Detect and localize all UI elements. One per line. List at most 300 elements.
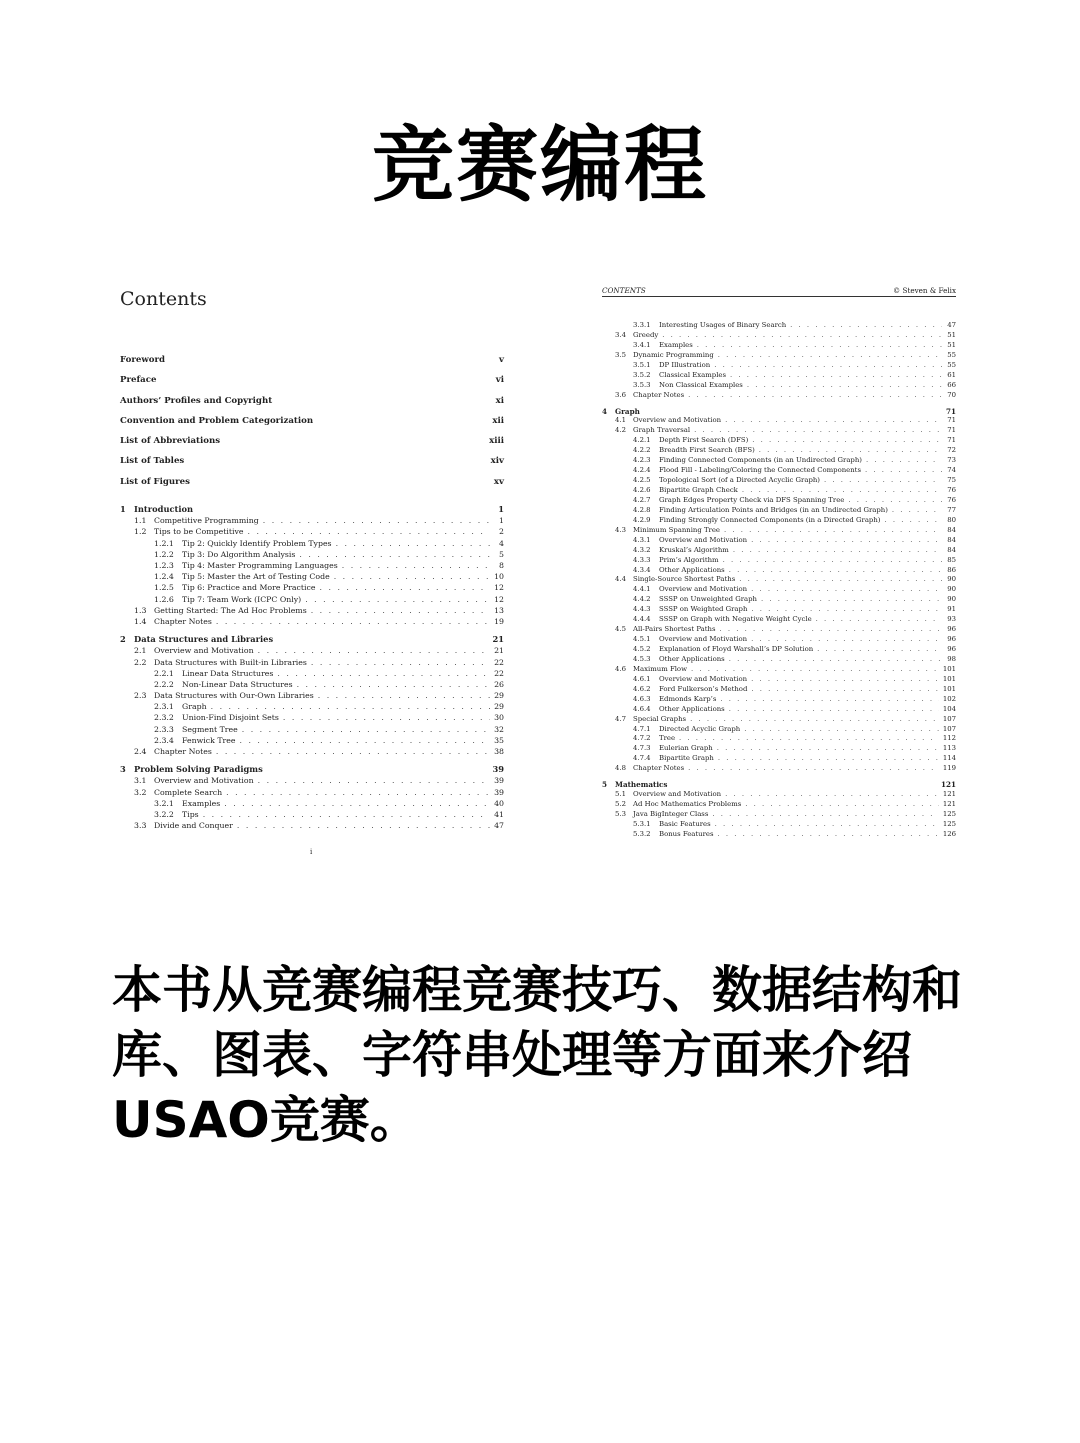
- toc-entry-page: 107: [942, 714, 956, 723]
- toc-entry-title: Edmonds Karp’s: [659, 694, 717, 703]
- toc-entry-title: Special Graphs: [633, 714, 687, 723]
- toc-entry-number: 3.4.1: [633, 340, 651, 349]
- toc-entry-number: 5.2: [615, 800, 626, 809]
- toc-entry-title: Greedy: [633, 330, 659, 339]
- toc-entry-number: 3.5.2: [633, 370, 651, 379]
- toc-entry-number: 2.3.4: [154, 735, 174, 745]
- toc-entry-title: Introduction: [134, 504, 194, 515]
- toc-entry-number: 4.2.3: [633, 456, 651, 465]
- toc-entry: [602, 536, 956, 546]
- toc-leader-dots: [248, 526, 491, 537]
- toc-entry-number: 2.2.1: [154, 668, 174, 678]
- front-matter-item: [120, 355, 504, 375]
- front-matter-label: List of Abbreviations: [120, 436, 221, 447]
- toc-entry-title: Overview and Motivation: [154, 646, 254, 656]
- toc-entry-number: 4.6.4: [633, 704, 651, 713]
- toc-entry-number: 4.3.3: [633, 555, 651, 564]
- toc-leader-dots: [751, 605, 942, 615]
- toc-entry: [120, 787, 504, 798]
- toc-entry-number: 3.5: [615, 350, 626, 359]
- toc-entry: [602, 585, 956, 595]
- toc-entry: [602, 466, 956, 476]
- toc-entry-page: 125: [942, 819, 956, 828]
- toc-entry-title: Tips: [182, 809, 199, 819]
- toc-entry: [602, 341, 956, 351]
- toc-entry-title: Overview and Motivation: [659, 635, 748, 644]
- toc-entry-number: 1.2.4: [154, 572, 174, 582]
- front-matter-page: xii: [492, 415, 504, 426]
- front-matter-page: xiv: [490, 456, 504, 467]
- toc-leader-dots: [311, 657, 490, 668]
- toc-entry-title: Chapter Notes: [154, 747, 212, 757]
- toc-leader-dots: [694, 426, 942, 436]
- toc-entry-number: 1.2.6: [154, 594, 174, 604]
- toc-entry-title: Union-Find Disjoint Sets: [182, 713, 279, 723]
- toc-leader-dots: [717, 744, 939, 754]
- toc-entries-right: [602, 321, 956, 840]
- toc-entry: [602, 371, 956, 381]
- toc-entry: [120, 515, 504, 526]
- toc-entry-title: Ford Fulkerson’s Method: [659, 684, 748, 693]
- toc-entry: [602, 754, 956, 764]
- front-matter-item: [120, 477, 504, 497]
- toc-entry: [602, 456, 956, 466]
- front-matter-label: Preface: [120, 375, 157, 386]
- toc-entry-title: Overview and Motivation: [659, 674, 748, 683]
- toc-entry: [602, 820, 956, 830]
- toc-entry: [602, 665, 956, 675]
- toc-entry-page: 71: [947, 436, 956, 445]
- toc-entry: [602, 416, 956, 426]
- toc-entry: [602, 436, 956, 446]
- toc-entry-number: 4.7.3: [633, 744, 651, 753]
- toc-leader-dots: [720, 695, 938, 705]
- toc-entry-number: 4.5.3: [633, 654, 651, 663]
- toc-entry-title: Single-Source Shortest Paths: [633, 575, 736, 584]
- toc-entry: [120, 571, 504, 582]
- toc-entry-page: 41: [494, 809, 504, 819]
- toc-entry-number: 5.1: [615, 790, 626, 799]
- toc-entry: [120, 668, 504, 679]
- running-head-left: CONTENTS: [602, 286, 646, 295]
- toc-entry-page: 35: [494, 735, 504, 745]
- toc-entry-title: Tip 2: Quickly Identify Problem Types: [182, 538, 332, 548]
- toc-entry: [602, 685, 956, 695]
- front-matter-list: [120, 355, 504, 497]
- toc-entry-title: Topological Sort (of a Directed Acyclic Graph): [659, 476, 820, 485]
- toc-leader-dots: [725, 416, 942, 426]
- toc-entry-title: Prim’s Algorithm: [659, 555, 719, 564]
- toc-entry-number: 4.7.2: [633, 734, 651, 743]
- toc-entry-page: 40: [494, 798, 504, 808]
- toc-entry-page: 47: [494, 821, 504, 831]
- toc-entry-title: Basic Features: [659, 819, 711, 828]
- front-matter-page: vi: [495, 375, 504, 386]
- toc-entry-number: 4.7.1: [633, 724, 651, 733]
- toc-leader-dots: [725, 790, 939, 800]
- toc-leader-dots: [297, 679, 490, 690]
- toc-entry: [602, 516, 956, 526]
- toc-leader-dots: [759, 446, 942, 456]
- toc-leader-dots: [697, 341, 942, 351]
- toc-entry-number: 1.2.5: [154, 583, 174, 593]
- toc-entry-number: 4.7.4: [633, 754, 651, 763]
- toc-entry-page: 114: [942, 754, 956, 763]
- toc-entry-number: 4.3.2: [633, 545, 651, 554]
- toc-entry-title: Graph Traversal: [633, 426, 691, 435]
- toc-entry-page: 98: [947, 654, 956, 663]
- toc-entry-page: 77: [947, 505, 956, 514]
- toc-entry-number: 2.3.3: [154, 724, 174, 734]
- toc-entry-page: 121: [942, 800, 956, 809]
- toc-entry-title: Java BigInteger Class: [633, 810, 709, 818]
- toc-entry: [602, 526, 956, 536]
- toc-entry: [602, 566, 956, 576]
- toc-leader-dots: [848, 496, 942, 506]
- toc-entry-title: Kruskal’s Algorithm: [659, 545, 729, 554]
- toc-entry: [602, 764, 956, 774]
- page-number: i: [310, 848, 313, 856]
- toc-entry-number: 3.2.1: [154, 798, 174, 808]
- toc-entry-page: 30: [494, 713, 504, 723]
- toc-entry-number: 2.2: [134, 657, 147, 667]
- toc-entry: [602, 800, 956, 810]
- toc-entry-page: 93: [947, 615, 956, 624]
- toc-entry: [602, 556, 956, 566]
- toc-page-right: [602, 286, 956, 846]
- toc-entry: [602, 734, 956, 744]
- toc-entry-title: Overview and Motivation: [154, 776, 254, 786]
- toc-entry-page: 90: [947, 575, 956, 584]
- toc-entry-page: 38: [494, 747, 504, 757]
- toc-leader-dots: [311, 605, 490, 616]
- toc-entry-number: 2.2.2: [154, 679, 174, 689]
- toc-entry: [602, 715, 956, 725]
- toc-entry-page: 85: [947, 555, 956, 564]
- toc-entry-page: 70: [947, 390, 956, 399]
- toc-entry: [120, 712, 504, 723]
- toc-entry-page: 22: [494, 668, 504, 678]
- toc-entry-page: 73: [947, 456, 956, 465]
- toc-leader-dots: [866, 456, 942, 466]
- toc-entry: [602, 695, 956, 705]
- toc-entry-title: Data Structures with Built-in Libraries: [154, 657, 307, 667]
- toc-entry: [602, 546, 956, 556]
- toc-entry-page: 125: [942, 810, 956, 818]
- toc-entry-title: Finding Articulation Points and Bridges (in an Undirected Graph): [659, 505, 888, 514]
- toc-entry-number: 4.3.1: [633, 535, 651, 544]
- toc-entry-number: 4.2.6: [633, 486, 651, 494]
- toc-entry: [120, 798, 504, 809]
- toc-entry-number: 4.2: [615, 426, 626, 435]
- toc-entry-number: 4.3.4: [633, 565, 651, 574]
- toc-entry-page: 75: [947, 476, 956, 485]
- toc-entry-number: 3.2.2: [154, 809, 174, 819]
- contents-heading: Contents: [120, 288, 207, 310]
- toc-entry: [120, 746, 504, 757]
- toc-entry: [602, 790, 956, 800]
- toc-entry-page: 13: [494, 605, 504, 615]
- toc-entry-title: Breadth First Search (BFS): [659, 446, 755, 455]
- toc-entry-title: Tip 6: Practice and More Practice: [182, 583, 316, 593]
- toc-entry-page: 84: [947, 525, 956, 534]
- toc-entry: [120, 549, 504, 560]
- toc-entry-number: 2.3.2: [154, 713, 174, 723]
- toc-leader-dots: [211, 701, 490, 712]
- toc-entry-page: 71: [947, 426, 956, 435]
- toc-entry-page: 126: [942, 829, 956, 838]
- toc-entry-title: Dynamic Programming: [633, 350, 714, 359]
- toc-entry: [120, 582, 504, 593]
- toc-entry-title: Non Classical Examples: [659, 380, 743, 389]
- running-head: [602, 286, 956, 297]
- toc-entry-number: 1.2: [134, 527, 147, 537]
- toc-entry-title: Segment Tree: [182, 724, 238, 734]
- toc-entry: [120, 690, 504, 701]
- toc-entry-page: 96: [947, 625, 956, 634]
- toc-entry: [602, 496, 956, 506]
- front-matter-item: [120, 375, 504, 395]
- toc-entry-title: Interesting Usages of Binary Search: [659, 321, 787, 329]
- toc-entry-page: 72: [947, 446, 956, 455]
- toc-leader-dots: [744, 725, 939, 735]
- toc-entry-page: 51: [947, 330, 956, 339]
- toc-entry: [602, 655, 956, 665]
- toc-entry-page: 101: [942, 684, 956, 693]
- toc-entry-page: 91: [947, 605, 956, 614]
- toc-entry-page: 39: [494, 787, 504, 797]
- toc-entry-page: 101: [942, 674, 956, 683]
- toc-leader-dots: [283, 712, 490, 723]
- toc-entry: [602, 744, 956, 754]
- toc-entry-title: Flood Fill - Labeling/Coloring the Connected Components: [659, 466, 861, 475]
- toc-leader-dots: [258, 645, 490, 656]
- toc-entry: [602, 506, 956, 516]
- toc-leader-dots: [729, 705, 939, 715]
- toc-entry-title: Bipartite Graph Check: [659, 486, 738, 494]
- toc-entry-page: 96: [947, 645, 956, 653]
- page-title: 竞赛编程: [371, 118, 708, 213]
- toc-leader-dots: [892, 506, 942, 516]
- toc-entry-number: 1.2.2: [154, 549, 174, 559]
- toc-entry-page: 47: [947, 321, 956, 329]
- toc-leader-dots: [751, 536, 942, 546]
- toc-entry: [602, 476, 956, 486]
- toc-entry-number: 2.1: [134, 646, 147, 656]
- toc-leader-dots: [320, 582, 490, 593]
- toc-leader-dots: [752, 436, 942, 446]
- toc-entry-title: Classical Examples: [659, 370, 727, 379]
- toc-leader-dots: [729, 655, 942, 665]
- toc-entry-number: 3.6: [615, 390, 626, 399]
- toc-entry-number: 4.5.2: [633, 645, 651, 653]
- toc-entry-number: 1.2.1: [154, 538, 174, 548]
- toc-entry-page: 112: [942, 734, 956, 743]
- toc-leader-dots: [226, 787, 490, 798]
- toc-entry: [120, 775, 504, 786]
- toc-entry-page: 113: [942, 744, 956, 753]
- toc-entry-title: Chapter Notes: [633, 764, 685, 773]
- toc-entry-title: Overview and Motivation: [633, 790, 722, 799]
- toc-entry-title: DP Illustration: [659, 360, 711, 369]
- toc-leader-dots: [334, 571, 490, 582]
- toc-entry-number: 4.2.8: [633, 505, 651, 514]
- toc-leader-dots: [747, 381, 942, 391]
- toc-entry-number: 1.2.3: [154, 561, 174, 571]
- toc-leader-dots: [884, 516, 942, 526]
- toc-entry-number: 1.3: [134, 605, 147, 615]
- toc-entry-number: 4.3: [615, 525, 626, 534]
- toc-entry-number: 4.1: [615, 416, 626, 425]
- toc-leader-dots: [258, 775, 490, 786]
- toc-entry-title: Graph Edges Property Check via DFS Spanning Tree: [659, 495, 845, 504]
- toc-entry-title: Complete Search: [154, 787, 223, 797]
- toc-entry-number: 1.4: [134, 616, 147, 626]
- toc-entry: [602, 780, 956, 790]
- toc-entry-number: 4.8: [615, 764, 626, 773]
- toc-entry-number: 4.4: [615, 575, 626, 584]
- front-matter-label: Authors’ Profiles and Copyright: [120, 395, 273, 406]
- toc-entry-number: 5.3.2: [633, 829, 651, 838]
- toc-entry-page: 101: [942, 664, 956, 673]
- toc-leader-dots: [742, 486, 942, 496]
- toc-leader-dots: [714, 361, 942, 371]
- toc-leader-dots: [761, 595, 942, 605]
- toc-leader-dots: [277, 668, 490, 679]
- toc-entry-title: Examples: [659, 340, 693, 349]
- toc-entry-title: Data Structures with Our-Own Libraries: [154, 691, 314, 701]
- toc-entry: [602, 391, 956, 401]
- toc-entry-number: 4.6.1: [633, 674, 651, 683]
- front-matter-item: [120, 416, 504, 436]
- toc-entry: [602, 446, 956, 456]
- toc-entry-title: Divide and Conquer: [154, 821, 233, 831]
- toc-leader-dots: [724, 526, 942, 536]
- toc-entry: [602, 426, 956, 436]
- toc-entry-page: 76: [947, 486, 956, 494]
- toc-entry: [602, 830, 956, 840]
- toc-entry-number: 1: [120, 504, 126, 515]
- toc-leader-dots: [688, 764, 939, 774]
- toc-leader-dots: [730, 371, 942, 381]
- toc-entries-left: [120, 504, 504, 831]
- toc-entry-number: 2.4: [134, 747, 147, 757]
- toc-entry-title: Tip 4: Master Programming Languages: [182, 561, 338, 571]
- toc-entry-number: 4.4.2: [633, 595, 651, 604]
- front-matter-label: Foreword: [120, 355, 166, 365]
- toc-entry-title: Problem Solving Paradigms: [134, 764, 263, 775]
- toc-leader-dots: [690, 715, 939, 725]
- toc-entry-number: 3.5.1: [633, 360, 651, 369]
- toc-entry-page: 32: [494, 724, 504, 734]
- toc-entry: [602, 351, 956, 361]
- toc-entry-page: 39: [492, 764, 504, 775]
- toc-entry: [120, 764, 504, 775]
- toc-entry: [120, 657, 504, 668]
- toc-entry-number: 4.2.1: [633, 436, 651, 445]
- toc-entry-title: Mathematics: [615, 780, 668, 790]
- toc-leader-dots: [729, 566, 942, 576]
- toc-entry: [120, 645, 504, 656]
- toc-entry: [120, 616, 504, 627]
- toc-entry-page: 55: [947, 350, 956, 359]
- toc-entry-title: Tip 5: Master the Art of Testing Code: [182, 572, 330, 582]
- toc-leader-dots: [216, 746, 490, 757]
- toc-entry-title: Getting Started: The Ad Hoc Problems: [154, 605, 307, 615]
- toc-entry-number: 4.2.4: [633, 466, 651, 475]
- toc-leader-dots: [662, 331, 942, 341]
- toc-leader-dots: [336, 538, 490, 549]
- toc-leader-dots: [224, 798, 490, 809]
- toc-leader-dots: [751, 585, 942, 595]
- toc-entry-page: 12: [494, 594, 504, 604]
- description-text: 本书从竞赛编程竞赛技巧、数据结构和库、图表、字符串处理等方面来介绍USAO竞赛。: [112, 961, 962, 1149]
- toc-entry-title: Tips to be Competitive: [154, 527, 244, 537]
- toc-entry-number: 2.3: [134, 691, 147, 701]
- toc-entry: [602, 595, 956, 605]
- toc-leader-dots: [720, 625, 943, 635]
- toc-leader-dots: [691, 665, 939, 675]
- toc-leader-dots: [688, 391, 942, 401]
- toc-page-left: [120, 288, 504, 868]
- front-matter-page: xi: [495, 395, 504, 406]
- toc-entry-number: 3.3.1: [633, 321, 651, 329]
- toc-entry-title: Overview and Motivation: [659, 535, 748, 544]
- toc-leader-dots: [718, 351, 942, 361]
- toc-entry-page: 84: [947, 535, 956, 544]
- toc-entry-page: 104: [942, 704, 956, 713]
- toc-entry-page: 71: [945, 406, 956, 416]
- toc-entry-title: SSSP on Graph with Negative Weight Cycle: [659, 615, 812, 624]
- toc-entry-title: Other Applications: [659, 704, 725, 713]
- toc-entry-page: 80: [947, 515, 956, 524]
- toc-entry: [120, 679, 504, 690]
- toc-entry-page: 1: [499, 516, 504, 526]
- toc-entry: [602, 635, 956, 645]
- toc-entry-title: Graph: [615, 406, 640, 416]
- toc-entry: [602, 331, 956, 341]
- toc-entry: [602, 605, 956, 615]
- toc-entry: [120, 605, 504, 616]
- toc-leader-dots: [824, 476, 942, 486]
- toc-entry-page: 26: [494, 679, 504, 689]
- toc-entry-page: 19: [494, 616, 504, 626]
- toc-entry-page: 21: [492, 634, 504, 645]
- toc-entry-title: Chapter Notes: [154, 616, 212, 626]
- toc-leader-dots: [751, 685, 938, 695]
- toc-entry: [120, 735, 504, 746]
- toc-entry-number: 5.3: [615, 810, 626, 818]
- toc-entry-number: 3.2: [134, 787, 147, 797]
- toc-leader-dots: [751, 675, 939, 685]
- toc-entry-number: 3.5.3: [633, 380, 651, 389]
- toc-leader-dots: [712, 810, 938, 820]
- toc-entry-title: Chapter Notes: [633, 390, 685, 399]
- toc-entry-title: Maximum Flow: [633, 664, 687, 673]
- front-matter-page: v: [499, 355, 504, 365]
- toc-entry-title: Linear Data Structures: [182, 668, 274, 678]
- toc-entry-number: 3.4: [615, 330, 626, 339]
- toc-entry-title: Eulerian Graph: [659, 744, 713, 753]
- toc-leader-dots: [745, 800, 939, 810]
- toc-entry-number: 3: [120, 764, 126, 775]
- toc-entry: [120, 724, 504, 735]
- toc-leader-dots: [739, 575, 942, 585]
- toc-entry-page: 2: [499, 527, 504, 537]
- toc-entry: [120, 560, 504, 571]
- toc-entry-page: 12: [494, 583, 504, 593]
- toc-leader-dots: [865, 466, 942, 476]
